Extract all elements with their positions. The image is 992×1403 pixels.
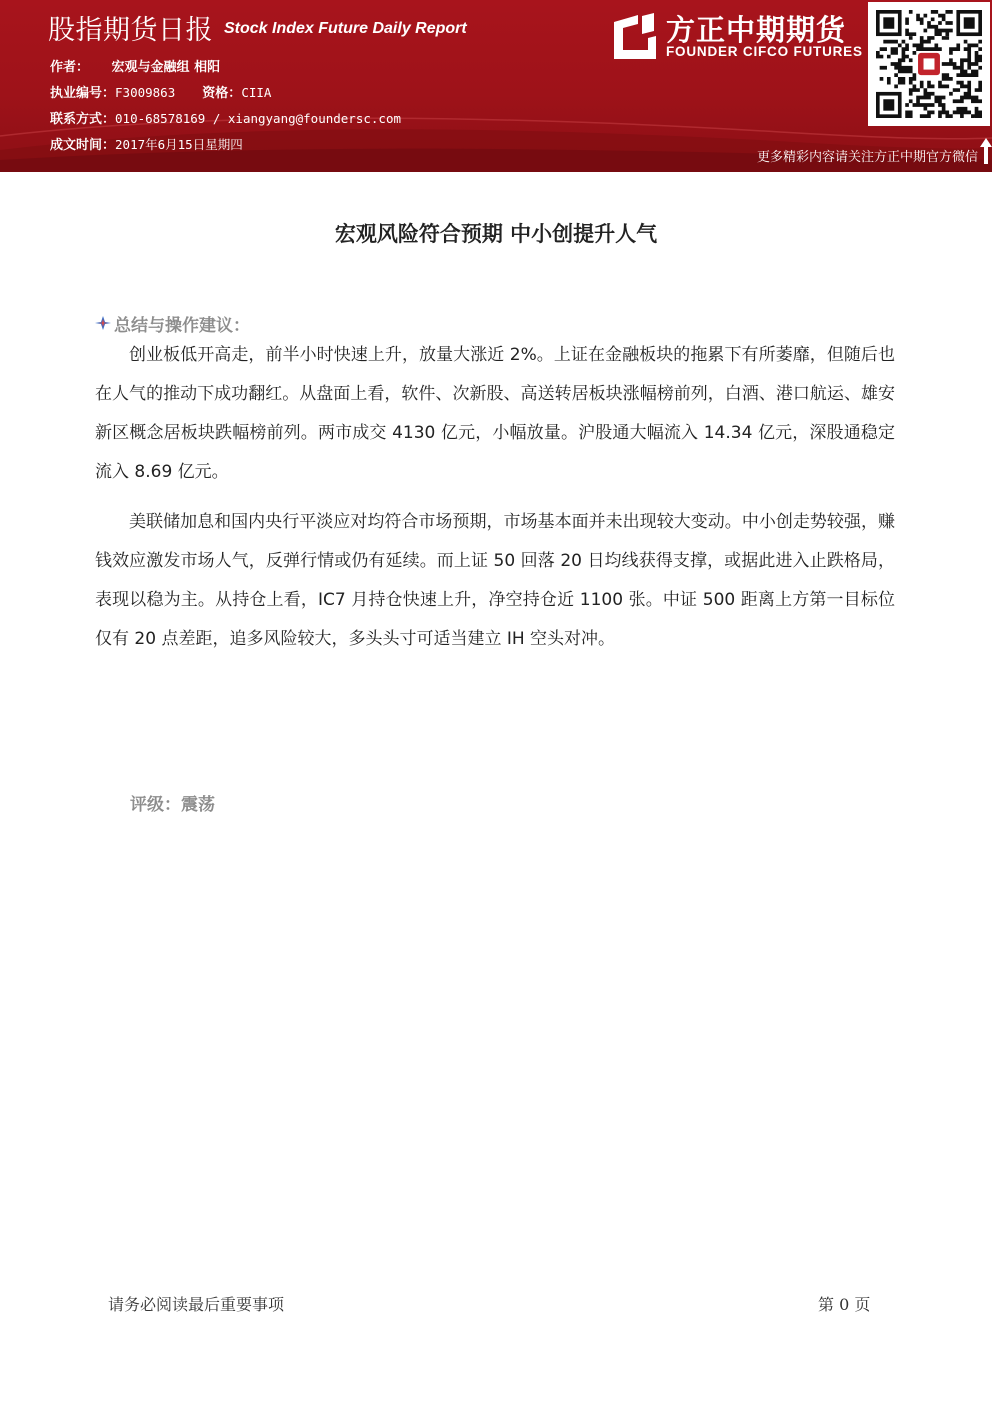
section-heading xyxy=(94,312,250,334)
wechat-qr-code xyxy=(868,2,990,126)
date-label: 成文时间： xyxy=(50,138,116,153)
logo-name-en: FOUNDER CIFCO FUTURES xyxy=(666,44,863,59)
author-label: 作者： xyxy=(50,60,90,75)
article-title: 宏观风险符合预期 中小创提升人气 xyxy=(334,221,658,246)
contact-line xyxy=(50,108,401,127)
rating-label: 评级：震荡 xyxy=(130,795,215,815)
bullet-icon xyxy=(94,314,112,332)
company-logo xyxy=(608,8,864,64)
date-line xyxy=(50,134,243,153)
qr-code-icon xyxy=(876,10,982,118)
page-number: 第 0 页 xyxy=(818,1295,871,1314)
qualification-value: CIIA xyxy=(241,85,272,100)
license-line xyxy=(50,82,271,101)
qualification-label: 资格： xyxy=(202,86,242,101)
arrow-up-icon xyxy=(980,138,992,164)
date-value: 2017年6月15日星期四 xyxy=(115,137,243,152)
license-label: 执业编号： xyxy=(50,86,116,101)
section-heading-label: 总结与操作建议： xyxy=(114,315,250,336)
license-value: F3009863 xyxy=(115,85,176,100)
contact-value: 010-68578169 / xiangyang@foundersc.com xyxy=(115,111,401,126)
contact-label: 联系方式： xyxy=(50,112,116,127)
author-value: 宏观与金融组 相阳 xyxy=(111,60,221,75)
author-line xyxy=(50,56,220,75)
logo-name-cn: 方正中期期货 xyxy=(666,13,847,47)
summary-paragraph-1: 创业板低开高走，前半小时快速上升，放量大涨近 2%。上证在金融板块的拖累下有所萎靡，但随后也在人气的推动下成功翻红。从盘面上看，软件、次新股、高送转居板块涨幅榜前列，白酒、港口航运、雄安新区概念居板块跌幅榜前列。两市成交 4130 亿元，小幅放量。沪股通大幅流入 14.34 亿元，深股通稳定流入 8.69 亿元。 xyxy=(95,345,895,482)
founder-logo-icon xyxy=(608,12,658,62)
footer-disclaimer-note: 请务必阅读最后重要事项 xyxy=(108,1295,285,1314)
report-title-en: Stock Index Future Daily Report xyxy=(224,20,467,37)
report-title-cn: 股指期货日报 xyxy=(48,15,213,46)
summary-paragraph-2: 美联储加息和国内央行平淡应对均符合市场预期，市场基本面并未出现较大变动。中小创走势较强，赚钱效应激发市场人气，反弹行情或仍有延续。而上证 50 回落 20 日均线获得支撑，或据此进入止跌格局，表现以稳为主。从持仓上看，IC7 月持仓快速上升，净空持仓近 1100 张。中证 500 距离上方第一目标位仅有 20 点差距，追多风险较大，多头头寸可适当建立 IH 空头对冲。 xyxy=(95,512,895,649)
report-header-banner xyxy=(0,0,992,172)
wechat-follow-note: 更多精彩内容请关注方正中期官方微信 xyxy=(756,150,978,165)
